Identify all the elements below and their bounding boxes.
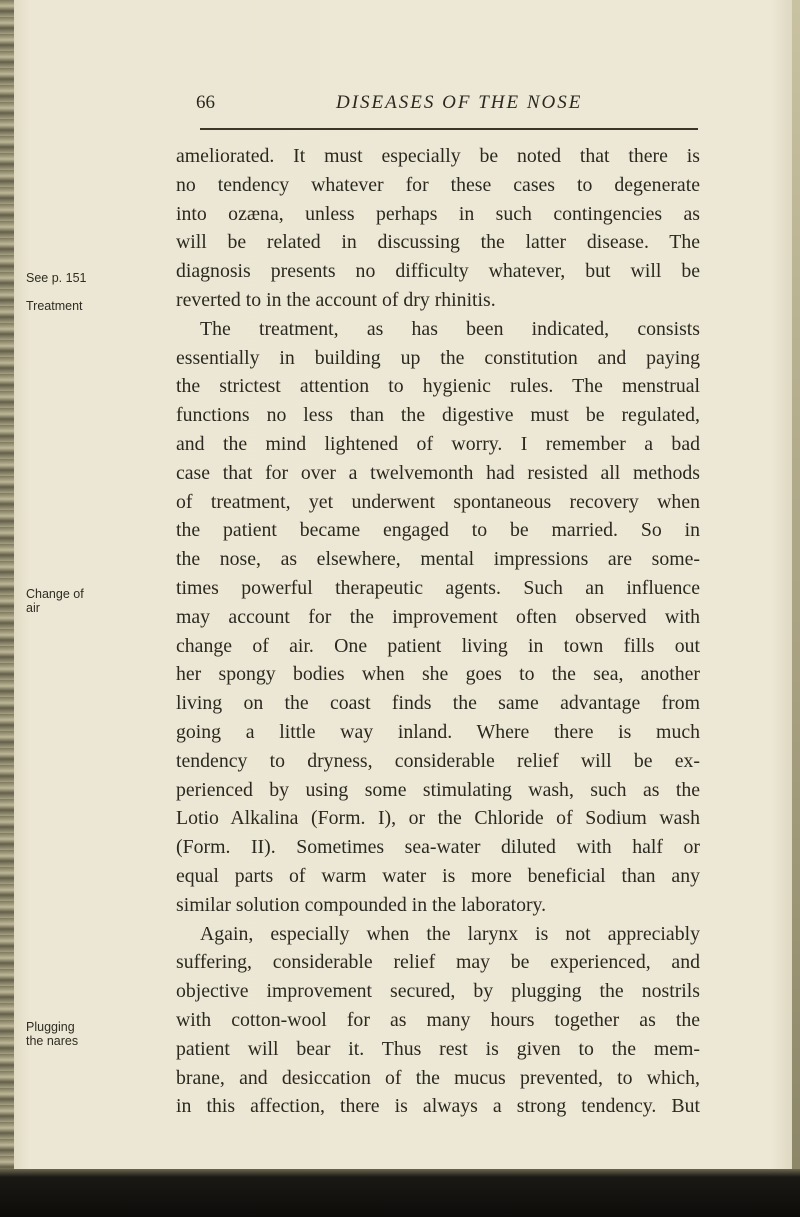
text-line: Lotio Alkalina (Form. I), or the Chloride of Sodium wash — [176, 807, 700, 830]
text-line: living on the coast finds the same advantage from — [176, 692, 700, 715]
text-line: similar solution compounded in the laboratory. — [176, 893, 547, 916]
text-line: the patient became engaged to be married. So in — [176, 519, 700, 542]
text-line: no tendency whatever for these cases to degenerate — [176, 173, 700, 196]
running-title: DISEASES OF THE NOSE — [336, 92, 583, 113]
text-line: the strictest attention to hygienic rules. The menstrual — [176, 375, 700, 398]
text-line: reverted to in the account of dry rhinitis. — [176, 288, 496, 311]
text-line: case that for over a twelvemonth had resisted all methods — [176, 461, 700, 484]
text-line: going a little way inland. Where there is much — [176, 720, 700, 743]
text-line: tendency to dryness, considerable relief will be ex- — [176, 749, 700, 772]
text-line: patient will bear it. Thus rest is given to the mem- — [176, 1037, 700, 1060]
text-line: suffering, considerable relief may be experienced, and — [176, 951, 700, 974]
page-number: 66 — [196, 92, 215, 113]
text-line: diagnosis presents no difficulty whatever, but will be — [176, 260, 700, 283]
text-line: functions no less than the digestive must be regulated, — [176, 404, 700, 427]
text-line: equal parts of warm water is more beneficial than any — [176, 864, 700, 887]
text-line: the nose, as elsewhere, mental impressions are some- — [176, 548, 700, 571]
page-header — [196, 92, 696, 122]
margin-note-treatment: Treatment — [26, 299, 83, 313]
text-line: times powerful therapeutic agents. Such an influence — [176, 576, 700, 599]
text-line: in this affection, there is always a strong tendency. But — [176, 1095, 700, 1118]
text-line: of treatment, yet underwent spontaneous recovery when — [176, 490, 700, 513]
text-line: her spongy bodies when she goes to the sea, another — [176, 663, 700, 686]
text-line: perienced by using some stimulating wash, such as the — [176, 778, 700, 801]
text-line: will be related in discussing the latter disease. The — [176, 231, 700, 254]
text-line: change of air. One patient living in town fills out — [176, 634, 700, 657]
scan-bottom-edge — [0, 1169, 800, 1217]
text-line: ameliorated. It must especially be noted that there is — [176, 145, 700, 167]
text-line: brane, and desiccation of the mucus prevented, to which, — [176, 1066, 700, 1089]
page-edge-right — [792, 0, 800, 1217]
body-text — [176, 142, 700, 1121]
text-line: The treatment, as has been indicated, consists — [200, 317, 700, 340]
margin-note-change-of-air: Change of air — [26, 587, 84, 615]
page-edge-left — [0, 0, 14, 1217]
text-line: and the mind lightened of worry. I remember a bad — [176, 432, 700, 455]
text-line: with cotton-wool for as many hours together as the — [176, 1008, 700, 1031]
text-line: may account for the improvement often observed with — [176, 605, 700, 628]
margin-note-plugging-nares: Plugging the nares — [26, 1020, 79, 1048]
margin-note-see-page: See p. 151 — [26, 271, 87, 285]
header-rule — [200, 128, 698, 130]
text-line: Again, especially when the larynx is not appreciably — [200, 922, 700, 945]
text-line: (Form. II). Sometimes sea-water diluted with half or — [176, 836, 700, 859]
text-line: into ozæna, unless perhaps in such contingencies as — [176, 202, 700, 225]
text-line: objective improvement secured, by plugging the nostrils — [176, 980, 700, 1003]
text-line: essentially in building up the constitution and paying — [176, 346, 700, 369]
